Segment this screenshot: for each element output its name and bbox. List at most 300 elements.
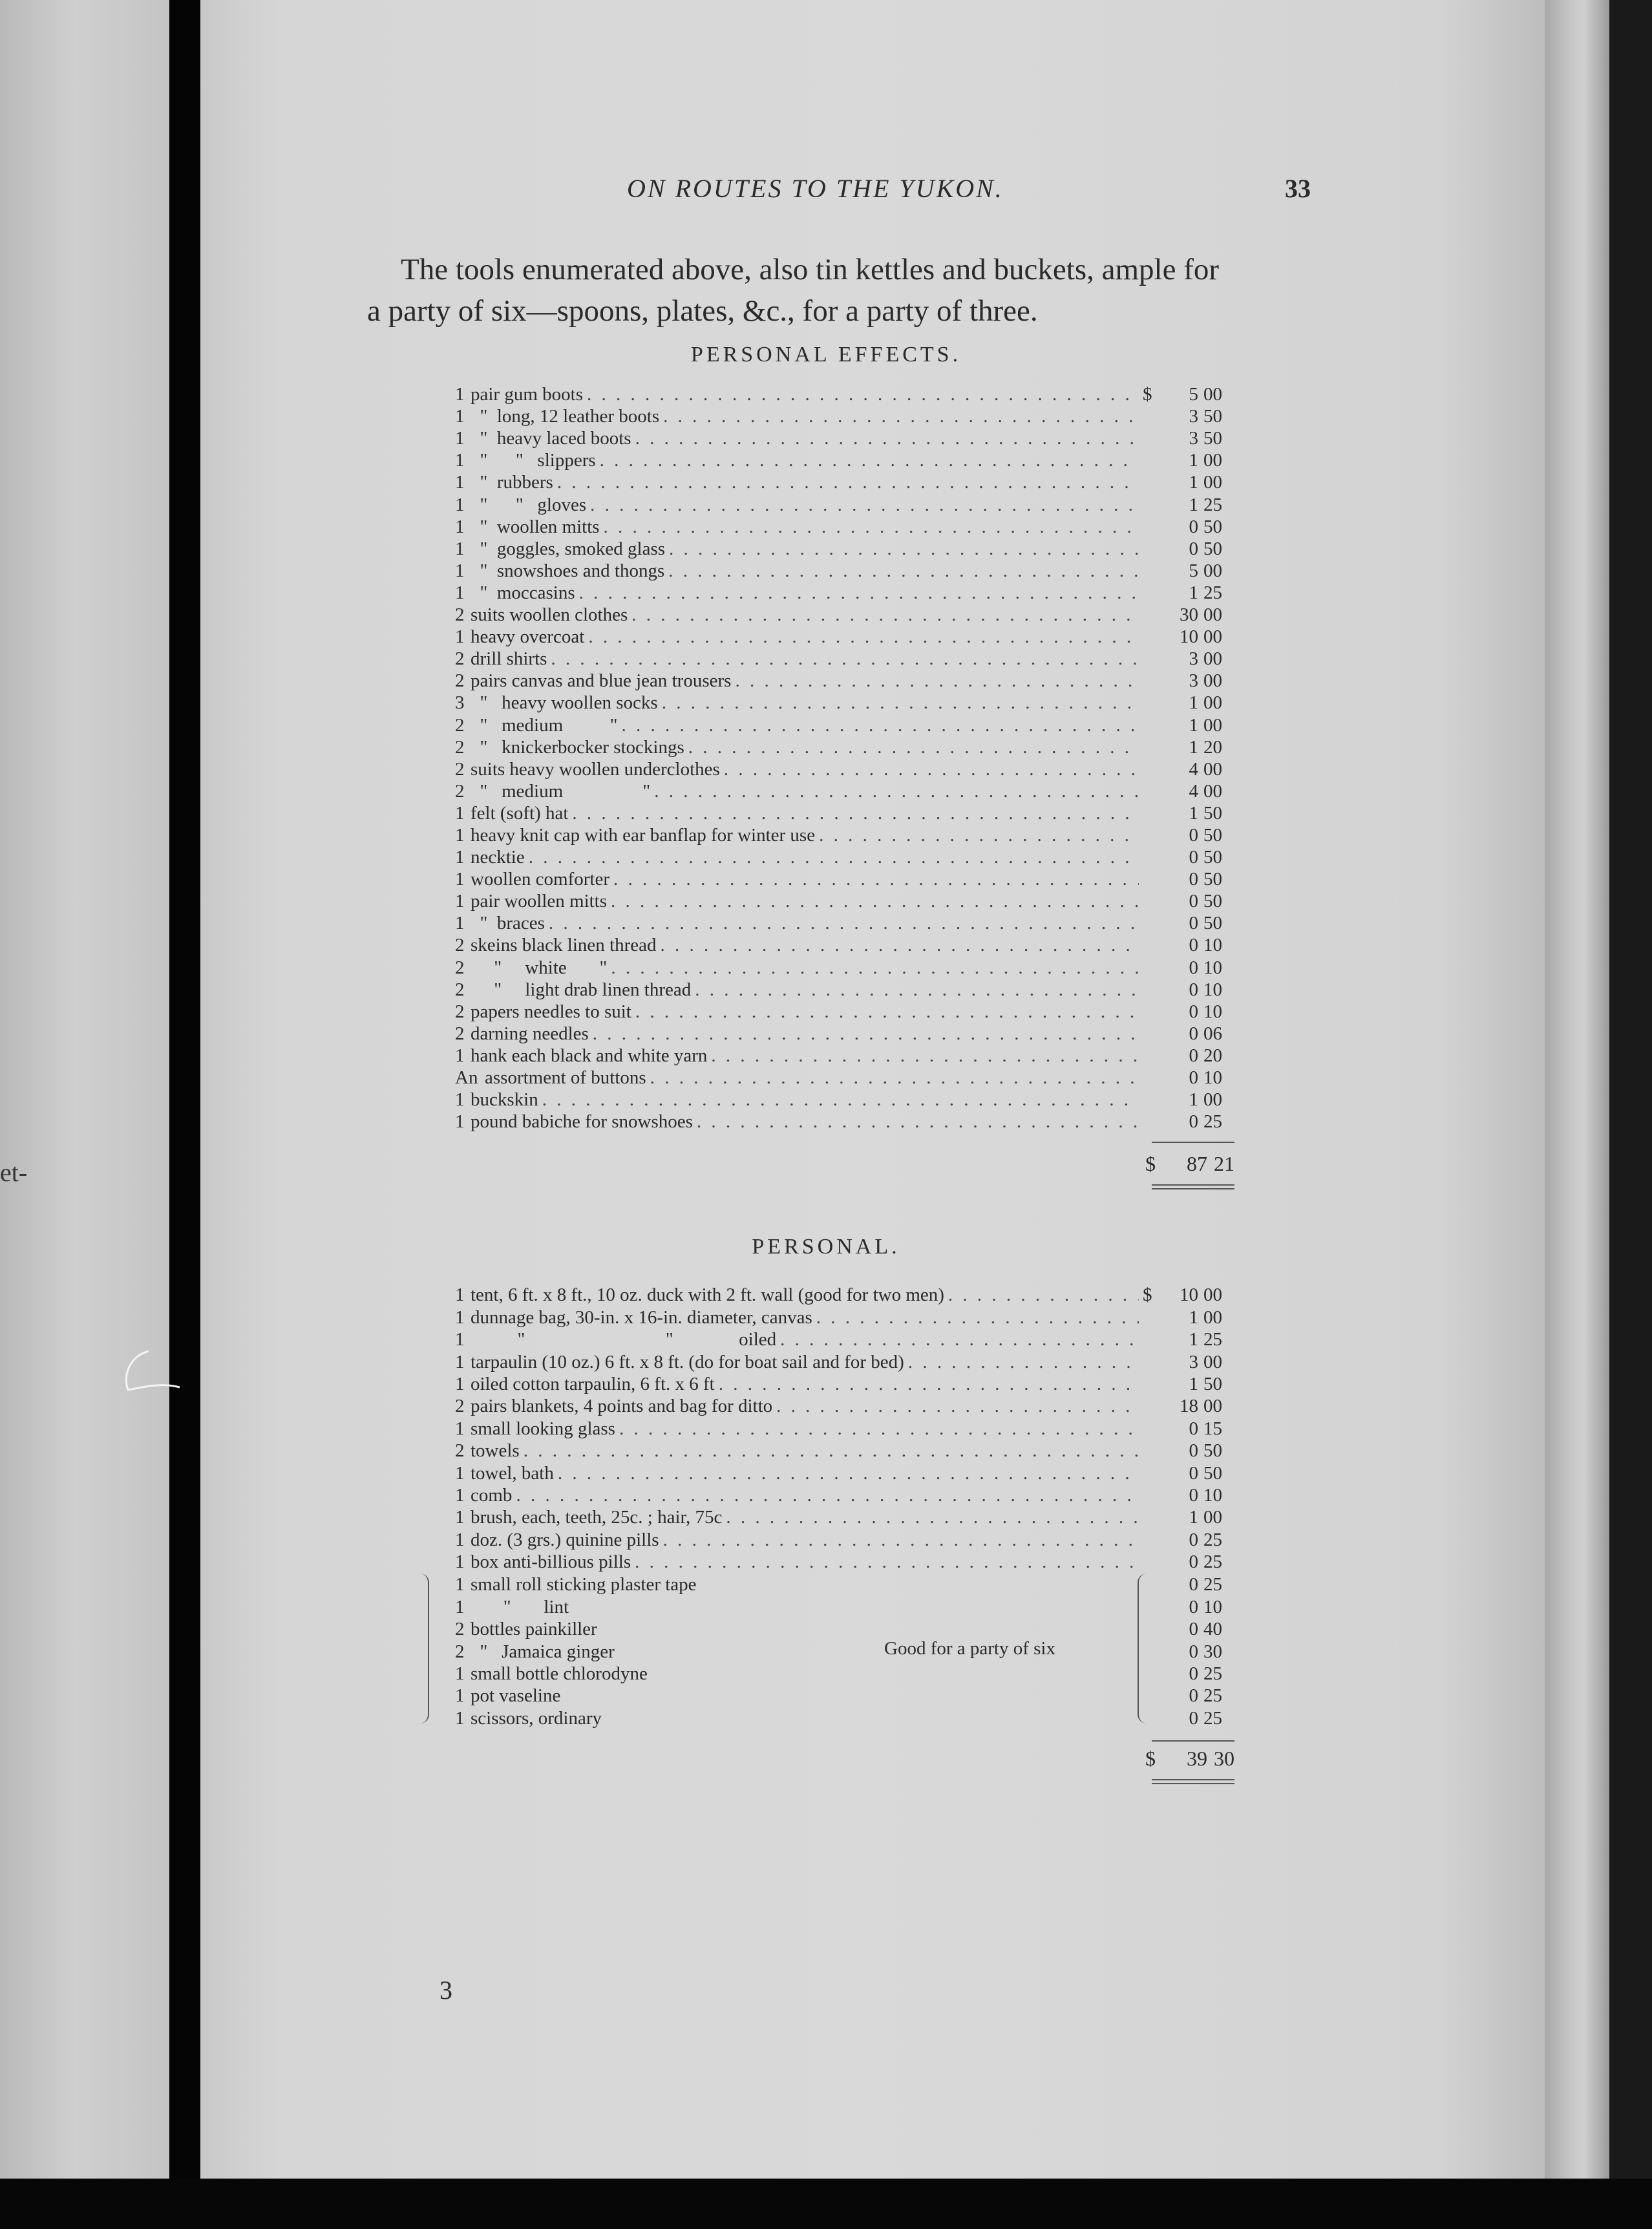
item-description: assortment of buttons	[485, 1067, 646, 1088]
list-item: 1 felt (soft) hat . . . 1 50	[455, 802, 1237, 824]
total-double-rule-2	[1152, 1188, 1234, 1189]
item-cents: 10	[1203, 957, 1222, 978]
item-description: towel, bath	[471, 1462, 554, 1484]
total-dollar-sign: $	[1145, 1747, 1156, 1770]
item-dollars: 1	[1189, 714, 1198, 736]
list-item: 2 " knickerbocker stockings . . . 1 20	[455, 736, 1237, 758]
item-cents: 06	[1203, 1023, 1222, 1044]
list-item: 1 oiled cotton tarpaulin, 6 ft. x 6 ft . . . 1 50	[455, 1373, 1237, 1395]
list-item: 2 suits heavy woollen underclothes . . . 4 00	[455, 758, 1237, 780]
running-head: ON ROUTES TO THE YUKON.	[627, 174, 1004, 203]
item-description: " " oiled	[471, 1329, 777, 1350]
list-item: 1 pair gum boots . . . $ 5 00	[455, 383, 1237, 405]
list-item: 1 " braces . . . 0 50	[455, 912, 1237, 934]
item-dollars: 0	[1189, 891, 1198, 912]
personal-heading: PERSONAL.	[752, 1235, 900, 1259]
item-cents: 50	[1203, 1373, 1222, 1394]
item-description: " woollen mitts	[471, 516, 600, 537]
item-dollars: 3	[1189, 428, 1198, 449]
total-cents: 21	[1214, 1152, 1234, 1175]
leader-dots	[662, 692, 1139, 714]
brace-note: Good for a party of six	[884, 1638, 1055, 1659]
item-dollars: 10	[1180, 1285, 1198, 1306]
list-item: 1 tent, 6 ft. x 8 ft., 10 oz. duck with 2 ft. wall (good for two men) . . . $ 10 00	[455, 1284, 1237, 1306]
item-description: " white "	[471, 957, 608, 978]
leader-dots	[668, 560, 1139, 582]
total-dollars: 87	[1187, 1152, 1207, 1175]
list-item: 1 " rubbers . . . 1 00	[455, 471, 1237, 493]
item-dollars: 0	[1189, 1574, 1198, 1595]
item-dollars: 5	[1189, 384, 1198, 405]
item-cents: 25	[1203, 582, 1222, 603]
list-item: 2 papers needles to suit . . . 0 10	[455, 1001, 1237, 1023]
leader-dots	[635, 1552, 1139, 1573]
item-description: pairs canvas and blue jean trousers	[471, 670, 732, 692]
item-cents: 25	[1203, 1707, 1222, 1729]
item-cents: 00	[1203, 1285, 1222, 1306]
total-cents: 30	[1214, 1747, 1234, 1770]
leader-dots	[524, 1440, 1139, 1462]
item-cents: 00	[1203, 1351, 1222, 1372]
list-item: 1 doz. (3 grs.) quinine pills . . . 0 25	[455, 1528, 1237, 1550]
leader-dots	[572, 803, 1139, 824]
item-dollars: 0	[1189, 1552, 1198, 1573]
left-page-edge	[0, 0, 169, 2179]
item-cents: 20	[1203, 1045, 1222, 1066]
item-cents: 10	[1203, 979, 1222, 1000]
item-cents: 25	[1203, 1685, 1222, 1707]
item-dollars: 0	[1189, 869, 1198, 890]
item-dollars: 0	[1189, 1023, 1198, 1044]
list-item: 2 suits woollen clothes . . . 30 00	[455, 604, 1237, 626]
item-dollars: 0	[1189, 824, 1198, 846]
item-dollars: 0	[1189, 1045, 1198, 1066]
item-dollars: 1	[1189, 1306, 1198, 1328]
item-dollars: 30	[1180, 604, 1198, 626]
leader-dots	[816, 1307, 1139, 1328]
item-dollars: 3	[1189, 670, 1198, 692]
list-item: 2 " Jamaica ginger 0 30	[455, 1640, 1237, 1662]
item-description: " lint	[471, 1596, 569, 1617]
leader-dots	[661, 935, 1139, 956]
item-cents: 00	[1203, 626, 1222, 648]
item-description: small roll sticking plaster tape	[471, 1574, 697, 1595]
leader-dots	[529, 847, 1139, 868]
item-dollars: 4	[1189, 758, 1198, 780]
list-item: 2 pairs blankets, 4 points and bag for ditto . . . 18 00	[455, 1395, 1237, 1417]
item-description: brush, each, teeth, 25c. ; hair, 75c	[471, 1507, 723, 1528]
list-item: 3 " heavy woollen socks . . . 1 00	[455, 692, 1237, 714]
item-cents: 10	[1203, 1001, 1222, 1022]
intro-line-1: The tools enumerated above, also tin kettles and buckets, ample for	[401, 253, 1219, 286]
item-description: " long, 12 leather boots	[471, 406, 660, 427]
item-description: heavy knit cap with ear banflap for winter use	[471, 824, 816, 846]
left-brace	[414, 1573, 429, 1723]
leader-dots	[551, 648, 1139, 670]
leader-dots	[516, 1485, 1139, 1506]
item-dollars: 4	[1189, 780, 1198, 802]
item-description: buckskin	[471, 1089, 538, 1111]
signature-folio: 3	[439, 1976, 452, 2005]
total-double-rule-3	[1152, 1779, 1234, 1780]
page-edge-shadow	[1609, 0, 1652, 2179]
item-description: " moccasins	[471, 582, 575, 603]
item-description: pair gum boots	[471, 384, 583, 405]
item-description: skeins black linen thread	[471, 935, 657, 956]
list-item: 1 " goggles, smoked glass . . . 0 50	[455, 538, 1237, 560]
item-dollars: 1	[1189, 1329, 1198, 1350]
personal-total	[1145, 1747, 1247, 1771]
page-number: 33	[1285, 174, 1311, 203]
list-item: 2 bottles painkiller 0 40	[455, 1618, 1237, 1640]
leader-dots	[669, 539, 1139, 560]
item-cents: 00	[1203, 692, 1222, 714]
leader-dots	[619, 1418, 1139, 1440]
item-dollars: 0	[1189, 1663, 1198, 1684]
list-item: 2 " light drab linen thread . . . 0 10	[455, 979, 1237, 1001]
item-cents: 00	[1203, 472, 1222, 493]
list-item: 1 box anti-billious pills . . . 0 25	[455, 1551, 1237, 1573]
total-dollar-sign: $	[1145, 1152, 1156, 1175]
item-description: scissors, ordinary	[471, 1707, 602, 1729]
item-description: " rubbers	[471, 472, 553, 493]
item-dollars: 0	[1189, 935, 1198, 956]
item-dollars: 1	[1189, 802, 1198, 824]
item-dollars: 0	[1189, 1484, 1198, 1506]
list-item: 2 drill shirts . . . 3 00	[455, 648, 1237, 670]
item-dollars: 0	[1189, 957, 1198, 978]
item-description: darning needles	[471, 1023, 589, 1044]
list-item: 1 " heavy laced boots . . . 3 50	[455, 427, 1237, 449]
item-cents: 25	[1203, 1574, 1222, 1595]
list-item: 1 necktie . . . 0 50	[455, 846, 1237, 868]
dollar-sign: $	[1143, 384, 1152, 405]
list-item: 1 comb . . . 0 10	[455, 1484, 1237, 1506]
item-dollars: 3	[1189, 406, 1198, 427]
list-item: 1 " moccasins . . . 1 25	[455, 582, 1237, 604]
item-description: suits woollen clothes	[471, 604, 628, 626]
leader-dots	[558, 1463, 1139, 1484]
item-description: " braces	[471, 913, 545, 934]
list-item: 2 " white " . . . 0 10	[455, 956, 1237, 978]
item-cents: 25	[1203, 494, 1222, 515]
item-description: papers needles to suit	[471, 1001, 631, 1022]
leader-dots	[542, 1089, 1139, 1111]
left-page-fragment: et-	[0, 1158, 28, 1187]
item-cents: 15	[1203, 1418, 1222, 1439]
page-edge	[1545, 0, 1609, 2179]
dollar-sign: $	[1143, 1285, 1152, 1306]
item-dollars: 1	[1189, 1373, 1198, 1394]
item-cents: 40	[1203, 1619, 1222, 1640]
item-description: " medium "	[471, 714, 618, 736]
item-dollars: 18	[1180, 1396, 1198, 1417]
item-dollars: 0	[1189, 1067, 1198, 1088]
total-dollars: 39	[1187, 1747, 1207, 1770]
item-dollars: 0	[1189, 1529, 1198, 1550]
item-cents: 50	[1203, 1440, 1222, 1462]
list-item: 1 woollen comforter . . . 0 50	[455, 868, 1237, 890]
item-dollars: 5	[1189, 560, 1198, 581]
item-dollars: 1	[1189, 1089, 1198, 1111]
item-description: " medium "	[471, 780, 651, 802]
leader-dots	[613, 869, 1139, 890]
item-description: " knickerbocker stockings	[471, 736, 684, 758]
book-gutter	[169, 0, 200, 2229]
item-dollars: 1	[1189, 450, 1198, 471]
item-dollars: 1	[1189, 736, 1198, 758]
item-description: towels	[471, 1440, 520, 1462]
list-item: 1 pot vaseline 0 25	[455, 1685, 1237, 1707]
item-cents: 00	[1203, 384, 1222, 405]
list-item: 2 darning needles . . . 0 06	[455, 1023, 1237, 1045]
list-item: 1 " " slippers . . . 1 00	[455, 449, 1237, 471]
item-description: " Jamaica ginger	[471, 1641, 615, 1662]
item-description: woollen comforter	[471, 869, 610, 890]
item-description: " " slippers	[471, 450, 596, 471]
item-cents: 50	[1203, 824, 1222, 846]
list-item: 1 heavy overcoat . . . 10 00	[455, 626, 1237, 648]
leader-dots	[695, 979, 1139, 1001]
item-cents: 50	[1203, 913, 1222, 934]
leader-dots	[611, 891, 1139, 912]
item-cents: 20	[1203, 736, 1222, 758]
item-cents: 25	[1203, 1329, 1222, 1350]
item-description: small bottle chlorodyne	[471, 1663, 648, 1684]
leader-dots	[557, 472, 1139, 493]
item-dollars: 0	[1189, 1641, 1198, 1662]
item-dollars: 0	[1189, 1596, 1198, 1617]
leader-dots	[635, 1001, 1139, 1023]
leader-dots	[663, 406, 1139, 427]
total-double-rule-4	[1152, 1783, 1234, 1784]
item-dollars: 0	[1189, 1707, 1198, 1729]
item-cents: 00	[1203, 670, 1222, 692]
leader-dots	[724, 759, 1139, 780]
leader-dots	[549, 913, 1139, 934]
leader-dots	[908, 1352, 1139, 1373]
item-dollars: 1	[1189, 692, 1198, 714]
leader-dots	[600, 450, 1139, 471]
item-cents: 00	[1203, 450, 1222, 471]
item-cents: 50	[1203, 869, 1222, 890]
item-cents: 50	[1203, 891, 1222, 912]
item-cents: 50	[1203, 516, 1222, 537]
list-item: 1 small looking glass . . . 0 15	[455, 1417, 1237, 1439]
item-dollars: 3	[1189, 1351, 1198, 1372]
item-cents: 50	[1203, 428, 1222, 449]
leader-dots	[635, 428, 1139, 449]
leader-dots	[819, 825, 1139, 846]
item-cents: 10	[1203, 935, 1222, 956]
leader-dots	[593, 1023, 1139, 1045]
item-dollars: 0	[1189, 847, 1198, 868]
item-cents: 50	[1203, 847, 1222, 868]
leader-dots	[711, 1045, 1139, 1067]
leader-dots	[579, 582, 1139, 604]
item-cents: 50	[1203, 406, 1222, 427]
item-dollars: 0	[1189, 516, 1198, 537]
leader-dots	[688, 737, 1139, 758]
list-item: 1 towel, bath . . . 0 50	[455, 1462, 1237, 1484]
leader-dots	[654, 781, 1139, 802]
list-item: 1 hank each black and white yarn . . . 0 20	[455, 1045, 1237, 1067]
list-item: 1 " " oiled . . . 1 25	[455, 1328, 1237, 1350]
item-cents: 10	[1203, 1484, 1222, 1506]
list-item: 1 buckskin . . . 1 00	[455, 1089, 1237, 1111]
list-item: 1 brush, each, teeth, 25c. ; hair, 75c . . . 1 00	[455, 1506, 1237, 1528]
leader-dots	[590, 495, 1139, 516]
item-description: bottles painkiller	[471, 1619, 597, 1640]
list-item: 1 " " gloves . . . 1 25	[455, 493, 1237, 515]
leader-dots	[948, 1285, 1139, 1306]
leader-dots	[611, 957, 1139, 979]
item-cents: 50	[1203, 538, 1222, 559]
intro-line-2: a party of six—spoons, plates, &c., for a party of three.	[367, 294, 1038, 328]
total-double-rule-1	[1152, 1184, 1234, 1186]
right-brace	[1138, 1573, 1153, 1723]
item-cents: 25	[1203, 1529, 1222, 1550]
intro-paragraph	[367, 249, 1311, 332]
item-description: necktie	[471, 847, 525, 868]
leader-dots	[588, 626, 1139, 648]
item-description: " snowshoes and thongs	[471, 560, 665, 581]
item-description: drill shirts	[471, 648, 547, 670]
list-item: 1 pair woollen mitts . . . 0 50	[455, 890, 1237, 912]
item-description: comb	[471, 1484, 513, 1506]
list-item: 1 dunnage bag, 30-in. x 16-in. diameter, canvas . . . 1 00	[455, 1306, 1237, 1328]
list-item: 2 " medium " . . . 1 00	[455, 714, 1237, 736]
list-item: 1 " woollen mitts . . . 0 50	[455, 516, 1237, 538]
item-cents: 00	[1203, 604, 1222, 626]
list-item: 2 towels . . . 0 50	[455, 1440, 1237, 1462]
item-description: small looking glass	[471, 1418, 615, 1439]
item-cents: 30	[1203, 1641, 1222, 1662]
leader-dots	[604, 517, 1139, 538]
list-item: 2 " medium " . . . 4 00	[455, 780, 1237, 802]
list-item: 1 pound babiche for snowshoes . . . 0 25	[455, 1111, 1237, 1133]
item-description: " heavy woollen socks	[471, 692, 658, 714]
item-cents: 50	[1203, 1462, 1222, 1484]
item-cents: 10	[1203, 1067, 1222, 1088]
item-description: " goggles, smoked glass	[471, 538, 666, 559]
sum-rule	[1152, 1142, 1234, 1143]
leader-dots	[776, 1396, 1139, 1417]
item-description: pair woollen mitts	[471, 891, 608, 912]
item-cents: 10	[1203, 1596, 1222, 1617]
item-cents: 50	[1203, 802, 1222, 824]
item-description: dunnage bag, 30-in. x 16-in. diameter, canvas	[471, 1306, 812, 1328]
item-cents: 00	[1203, 714, 1222, 736]
item-description: " heavy laced boots	[471, 428, 631, 449]
item-description: " " gloves	[471, 494, 587, 515]
list-item: 1 heavy knit cap with ear banflap for winter use . . . 0 50	[455, 824, 1237, 846]
item-dollars: 0	[1189, 979, 1198, 1000]
list-item: An assortment of buttons . . . 0 10	[455, 1067, 1237, 1089]
item-cents: 00	[1203, 780, 1222, 802]
item-dollars: 0	[1189, 1685, 1198, 1707]
leader-dots	[663, 1530, 1139, 1551]
list-item: 1 tarpaulin (10 oz.) 6 ft. x 8 ft. (do for boat sail and for bed) . . . 3 00	[455, 1350, 1237, 1372]
list-item: 1 small bottle chlorodyne 0 25	[455, 1663, 1237, 1685]
item-description: box anti-billious pills	[471, 1552, 631, 1573]
list-item: 1 " long, 12 leather boots . . . 3 50	[455, 405, 1237, 427]
personal-effects-total	[1145, 1152, 1247, 1176]
list-item: 2 skeins black linen thread . . . 0 10	[455, 934, 1237, 956]
item-cents: 00	[1203, 1089, 1222, 1111]
list-item: 1 " snowshoes and thongs . . . 5 00	[455, 560, 1237, 582]
item-description: felt (soft) hat	[471, 802, 569, 824]
item-dollars: 0	[1189, 1418, 1198, 1439]
pencil-mark	[123, 1350, 181, 1395]
item-dollars: 0	[1189, 1111, 1198, 1133]
leader-dots	[719, 1374, 1139, 1395]
item-description: pot vaseline	[471, 1685, 561, 1707]
item-description: pairs blankets, 4 points and bag for ditto	[471, 1396, 773, 1417]
list-item: 1 small roll sticking plaster tape 0 25	[455, 1573, 1237, 1595]
leader-dots	[726, 1507, 1139, 1528]
list-item: 1 " lint 0 10	[455, 1595, 1237, 1617]
leader-dots	[735, 670, 1139, 692]
item-dollars: 1	[1189, 1507, 1198, 1528]
list-item: 2 pairs canvas and blue jean trousers . . . 3 00	[455, 670, 1237, 692]
leader-dots	[631, 604, 1139, 626]
item-dollars: 1	[1189, 472, 1198, 493]
item-description: heavy overcoat	[471, 626, 585, 648]
personal-effects-heading: PERSONAL EFFECTS.	[690, 343, 962, 367]
item-cents: 00	[1203, 758, 1222, 780]
item-dollars: 0	[1189, 913, 1198, 934]
item-dollars: 0	[1189, 1440, 1198, 1462]
leader-dots	[697, 1111, 1139, 1133]
leader-dots	[650, 1067, 1139, 1089]
item-dollars: 10	[1180, 626, 1198, 648]
item-cents: 00	[1203, 1507, 1222, 1528]
item-cents: 00	[1203, 1396, 1222, 1417]
leader-dots	[621, 715, 1139, 736]
item-description: " light drab linen thread	[471, 979, 692, 1000]
item-description: tent, 6 ft. x 8 ft., 10 oz. duck with 2 ft. wall (good for two men)	[471, 1285, 944, 1306]
item-cents: 00	[1203, 1306, 1222, 1328]
item-description: pound babiche for snowshoes	[471, 1111, 693, 1133]
personal-list	[455, 1284, 1237, 1573]
item-cents: 00	[1203, 648, 1222, 670]
item-cents: 00	[1203, 560, 1222, 581]
item-dollars: 0	[1189, 1001, 1198, 1022]
personal-effects-list	[455, 383, 1237, 1133]
item-dollars: 0	[1189, 1462, 1198, 1484]
item-cents: 25	[1203, 1111, 1222, 1133]
item-description: doz. (3 grs.) quinine pills	[471, 1529, 659, 1550]
scan-bottom-border	[0, 2179, 1652, 2229]
item-cents: 25	[1203, 1552, 1222, 1573]
list-item: 1 scissors, ordinary 0 25	[455, 1707, 1237, 1729]
item-dollars: 1	[1189, 494, 1198, 515]
item-dollars: 3	[1189, 648, 1198, 670]
item-description: hank each black and white yarn	[471, 1045, 708, 1066]
item-dollars: 1	[1189, 582, 1198, 603]
item-description: tarpaulin (10 oz.) 6 ft. x 8 ft. (do for boat sail and for bed)	[471, 1351, 904, 1372]
item-dollars: 0	[1189, 1619, 1198, 1640]
item-cents: 25	[1203, 1663, 1222, 1684]
item-description: oiled cotton tarpaulin, 6 ft. x 6 ft	[471, 1373, 715, 1394]
medical-list	[455, 1573, 1237, 1729]
sum-rule-2	[1152, 1740, 1234, 1742]
item-dollars: 0	[1189, 538, 1198, 559]
leader-dots	[587, 384, 1139, 405]
leader-dots	[780, 1329, 1139, 1350]
item-description: suits heavy woollen underclothes	[471, 758, 720, 780]
